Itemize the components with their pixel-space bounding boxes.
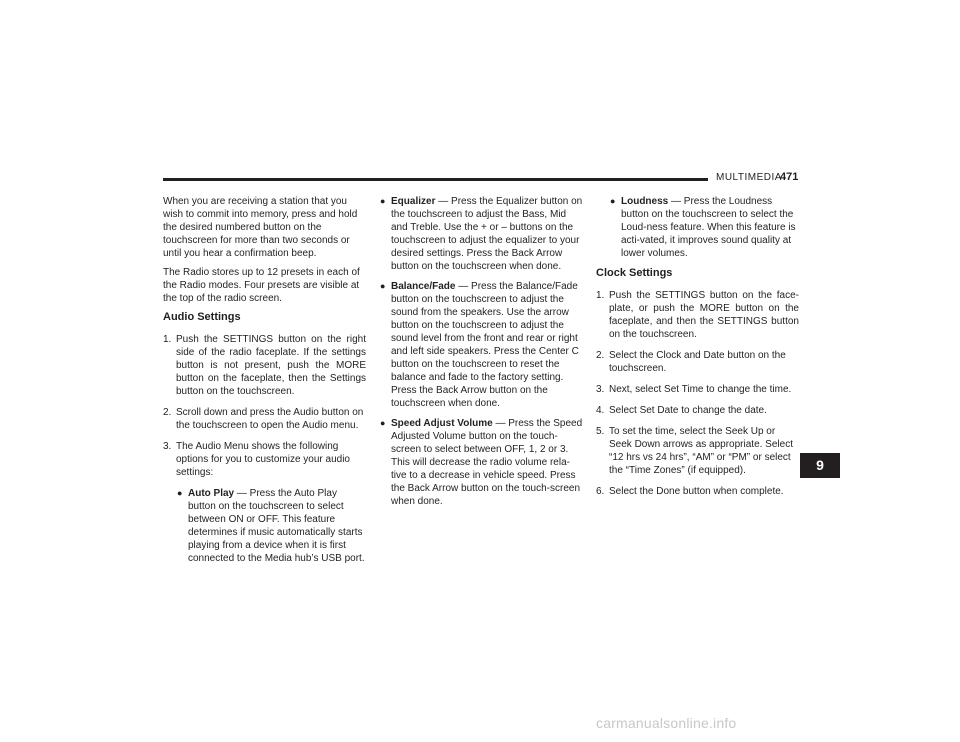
header-rule bbox=[163, 178, 708, 181]
paragraph: When you are receiving a station that you wish to commit into memory, press and hold the desired numbered button on the touchscreen for more than two seconds or until you hear a confirmation beep. bbox=[163, 196, 358, 259]
step-text: Select the Done button when complete. bbox=[609, 486, 784, 497]
column-3 bbox=[596, 195, 799, 506]
numbered-step bbox=[163, 333, 366, 398]
bullet-text: — Press the Equalizer button on the touchscreen to adjust the Bass, Mid and Treble. Use the + or – buttons on the touchscreen to adjust the equalizer to your desired settings. Press the Back Arrow button on the touchscreen when done. bbox=[391, 196, 583, 272]
step-text: Push the SETTINGS button on the right side of the radio faceplate. If the settings button is not present, push the MORE button on the faceplate, then the Settings button on the touchscreen. bbox=[176, 334, 366, 397]
bullet-icon: ● bbox=[380, 418, 386, 428]
numbered-step bbox=[596, 383, 799, 396]
step-number: 3. bbox=[163, 441, 172, 452]
bullet-item bbox=[380, 417, 583, 508]
bullet-text: — Press the Loudness button on the touchscreen to select the Loud-ness feature. When this feature is acti-vated, it improves sound quality at lower volumes. bbox=[621, 196, 796, 259]
bullet-icon: ● bbox=[610, 196, 616, 206]
bullet-item bbox=[380, 280, 583, 410]
section-title: MULTIMEDIA bbox=[716, 172, 782, 183]
step-number: 3. bbox=[596, 384, 605, 395]
section-heading-audio-settings: Audio Settings bbox=[163, 311, 241, 323]
section-heading-clock-settings: Clock Settings bbox=[596, 267, 673, 279]
numbered-step bbox=[596, 425, 799, 477]
bullet-item bbox=[380, 195, 583, 273]
bullet-item bbox=[177, 487, 366, 565]
bullet-term: Balance/Fade bbox=[391, 281, 456, 292]
bullet-icon: ● bbox=[380, 281, 386, 291]
column-1 bbox=[163, 195, 366, 572]
step-text: To set the time, select the Seek Up or Seek Down arrows as appropriate. Select “12 hrs vs 24 hrs”, “AM” or “PM” or select the “Time Zones” (if equipped). bbox=[609, 426, 793, 476]
numbered-step bbox=[596, 349, 799, 375]
step-number: 2. bbox=[596, 350, 605, 361]
column-2 bbox=[380, 195, 583, 515]
bullet-term: Auto Play bbox=[188, 488, 235, 499]
numbered-step bbox=[596, 289, 799, 341]
bullet-item bbox=[610, 195, 799, 260]
chapter-tab: 9 bbox=[800, 453, 840, 478]
step-text: The Audio Menu shows the following options for you to customize your audio settings: bbox=[176, 441, 350, 478]
step-text: Next, select Set Time to change the time. bbox=[609, 384, 792, 395]
step-number: 1. bbox=[596, 290, 605, 301]
bullet-text: — Press the Speed Adjusted Volume button on the touch-screen to select between OFF, 1, 2 or 3. This will decrease the radio volume rela-tive to a decrease in vehicle speed. Press the Back Arrow button on the touch-screen when done. bbox=[391, 418, 583, 507]
numbered-step bbox=[163, 440, 366, 479]
watermark: carmanualsonline.info bbox=[596, 715, 737, 731]
bullet-text: — Press the Balance/Fade button on the touchscreen to adjust the sound from the speakers. Use the arrow button on the touchscreen to adjust the sound level from the front and rear or right and left side speakers. Press the Center C button on the touchscreen to reset the balance and fade to the factory setting. Press the Back Arrow button on the touchscreen when done. bbox=[391, 281, 579, 409]
numbered-step bbox=[596, 404, 799, 417]
bullet-term: Equalizer bbox=[391, 196, 436, 207]
bullet-icon: ● bbox=[177, 488, 183, 498]
step-number: 5. bbox=[596, 426, 605, 437]
numbered-step bbox=[163, 406, 366, 432]
step-text: Select Set Date to change the date. bbox=[609, 405, 767, 416]
paragraph: The Radio stores up to 12 presets in each of the Radio modes. Four presets are visible at the top of the radio screen. bbox=[163, 267, 360, 304]
step-number: 4. bbox=[596, 405, 605, 416]
bullet-term: Speed Adjust Volume bbox=[391, 418, 493, 429]
bullet-icon: ● bbox=[380, 196, 386, 206]
page-number: 471 bbox=[780, 171, 799, 183]
bullet-text: — Press the Auto Play button on the touchscreen to select between ON or OFF. This feature determines if music automatically starts playing from a device when it is first connected to the Media hub’s USB port. bbox=[188, 488, 365, 564]
numbered-step bbox=[596, 485, 799, 498]
step-number: 2. bbox=[163, 407, 172, 418]
step-number: 6. bbox=[596, 486, 605, 497]
step-text: Select the Clock and Date button on the touchscreen. bbox=[609, 350, 786, 374]
step-text: Scroll down and press the Audio button on the touchscreen to open the Audio menu. bbox=[176, 407, 364, 431]
step-text: Push the SETTINGS button on the face-plate, or push the MORE button on the faceplate, and then the SETTINGS button on the touchscreen. bbox=[609, 290, 799, 340]
step-number: 1. bbox=[163, 334, 172, 345]
bullet-term: Loudness bbox=[621, 196, 669, 207]
